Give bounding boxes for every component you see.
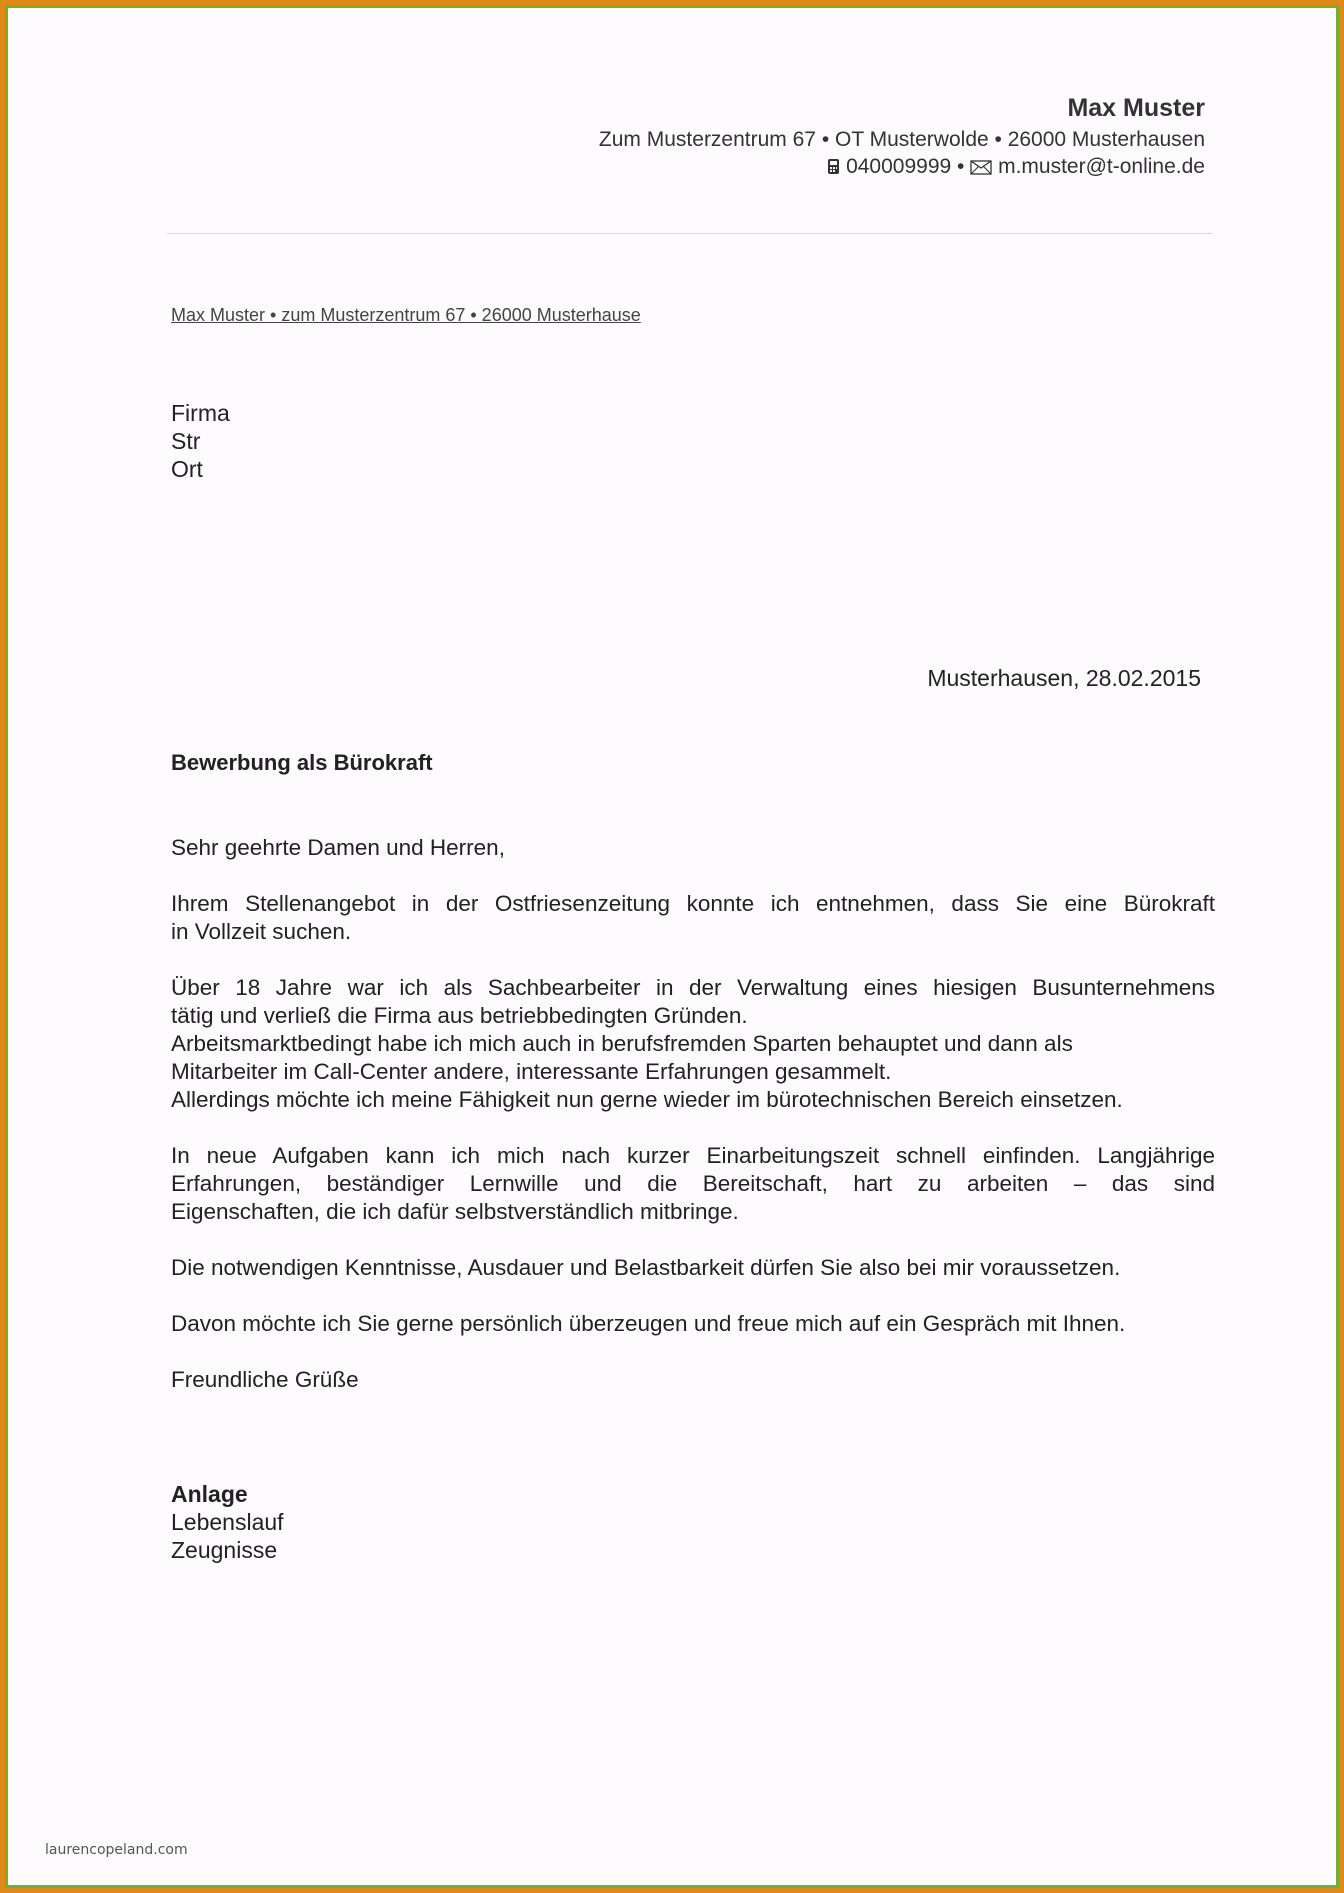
sender-contact: [827, 155, 1205, 181]
letter-date: Musterhausen, 28.02.2015: [927, 665, 1201, 691]
attachment-item: Lebenslauf: [171, 1509, 284, 1535]
phone-icon: [827, 157, 840, 181]
paragraph-4: Die notwendigen Kenntnisse, Ausdauer und Belastbarkeit dürfen Sie also bei mir voraussetzen.: [171, 1255, 1121, 1280]
paragraph-line: Arbeitsmarktbedingt habe ich mich auch in berufsfremden Sparten behauptet und dann als: [171, 1031, 1073, 1056]
paragraph-3: [171, 1142, 1215, 1226]
header-divider: [167, 233, 1213, 234]
closing: Freundliche Grüße: [171, 1367, 359, 1392]
paragraph-line: In neue Aufgaben kann ich mich nach kurzer Einarbeitungszeit schnell einfinden. Langjährige: [171, 1143, 1215, 1168]
email-link[interactable]: m.muster@t-online.de: [998, 155, 1205, 178]
paragraph-line: Ihrem Stellenangebot in der Ostfriesenzeitung konnte ich entnehmen, dass Sie eine Bürokraft: [171, 891, 1215, 916]
paragraph-line: Über 18 Jahre war ich als Sachbearbeiter in der Verwaltung eines hiesigen Busunternehmens: [171, 975, 1215, 1000]
phone-number: 040009999: [846, 155, 952, 178]
paragraph-line: Mitarbeiter im Call-Center andere, interessante Erfahrungen gesammelt.: [171, 1059, 892, 1084]
envelope-icon: [970, 157, 992, 181]
sender-name: Max Muster: [1067, 94, 1205, 122]
recipient-company: Firma: [171, 400, 230, 426]
paragraph-line: Eigenschaften, die ich dafür selbstverständlich mitbringe.: [171, 1199, 739, 1224]
letter-subject: Bewerbung als Bürokraft: [171, 750, 433, 775]
paragraph-2: [171, 974, 1215, 1114]
recipient-street: Str: [171, 428, 201, 454]
paragraph-line: Erfahrungen, beständiger Lernwille und die Bereitschaft, hart zu arbeiten – das sind: [171, 1171, 1215, 1196]
paragraph-line: tätig und verließ die Firma aus betriebbedingten Gründen.: [171, 1003, 748, 1028]
watermark: laurencopeland.com: [45, 1842, 188, 1858]
attachment-item: Zeugnisse: [171, 1537, 278, 1563]
attachments-heading: Anlage: [171, 1481, 248, 1507]
paragraph-line: Allerdings möchte ich meine Fähigkeit nun gerne wieder im bürotechnischen Bereich einsetzen.: [171, 1087, 1123, 1112]
salutation: Sehr geehrte Damen und Herren,: [171, 835, 505, 860]
paragraph-5: Davon möchte ich Sie gerne persönlich überzeugen und freue mich auf ein Gespräch mit Ihnen.: [171, 1311, 1126, 1336]
attachments-block: [171, 1480, 284, 1564]
recipient-block: [171, 399, 230, 483]
sender-address: Zum Musterzentrum 67 • OT Musterwolde • 26000 Musterhausen: [598, 128, 1205, 151]
paragraph-line: in Vollzeit suchen.: [171, 919, 352, 944]
recipient-city: Ort: [171, 456, 203, 482]
paragraph-1: [171, 890, 1215, 946]
return-address-line: Max Muster • zum Musterzentrum 67 • 26000 Musterhause: [171, 305, 641, 325]
separator-dot: •: [957, 155, 965, 178]
letter-page: [8, 8, 1336, 1885]
